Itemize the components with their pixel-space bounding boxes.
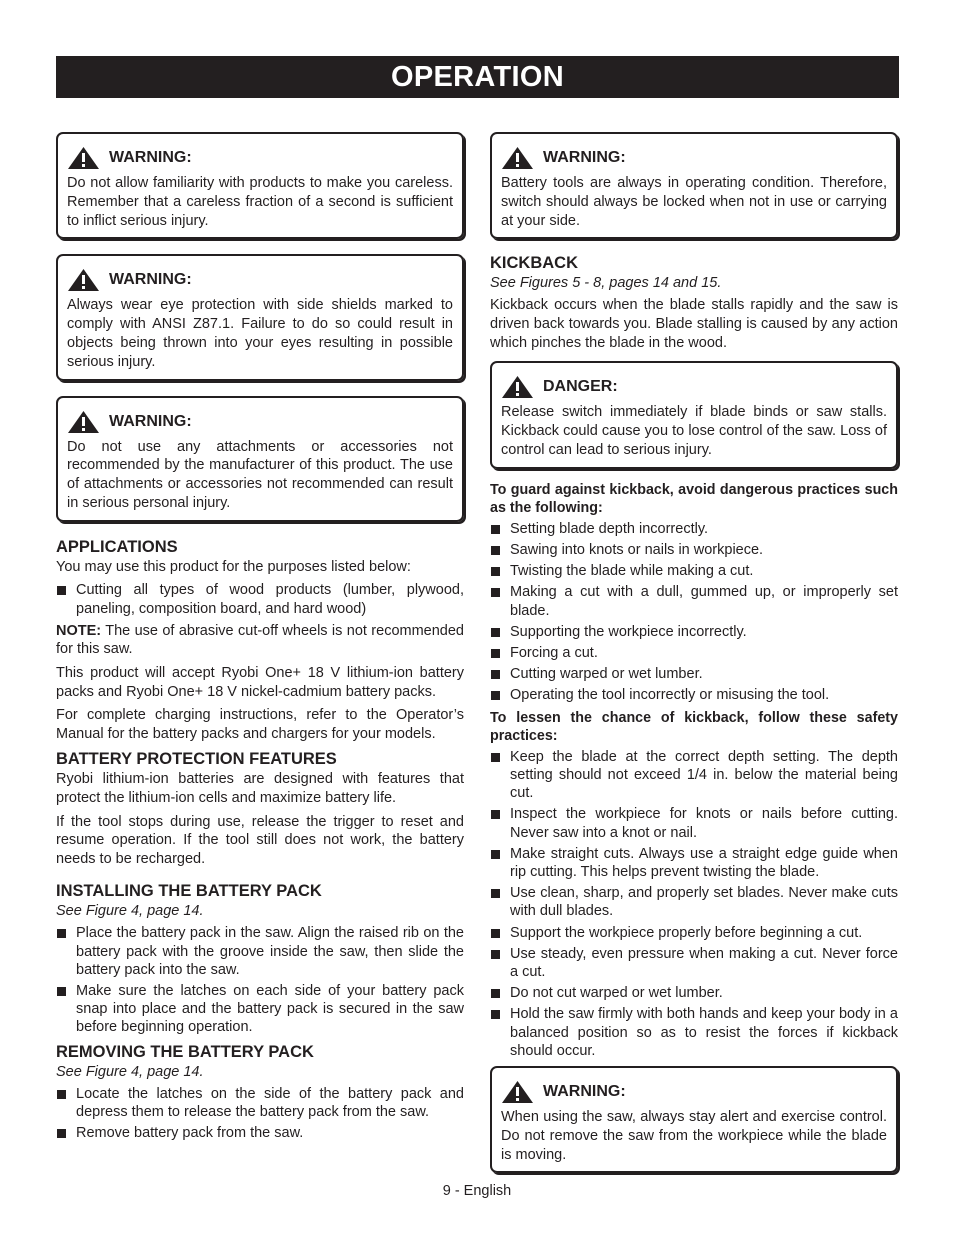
right-column <box>490 132 898 1188</box>
applications-note <box>56 622 464 659</box>
guard-list <box>490 520 898 705</box>
applications-battery-compat: This product will accept Ryobi One+ 18 V lithium-ion battery packs and Ryobi One+ 18 V nickel-cadmium battery packs. <box>56 664 464 700</box>
warning-text: Battery tools are always in operating condition. Therefore, switch should always be locked when not in use or carrying at your side. <box>501 175 887 229</box>
section-header-bar <box>56 56 899 98</box>
kickback-heading: KICKBACK <box>490 254 578 273</box>
danger-title: DANGER: <box>543 378 618 396</box>
removing-figure-ref: See Figure 4, page 14. <box>56 1063 204 1080</box>
danger-text: Release switch immediately if blade binds or saw stalls. Kickback could cause you to lose control of the saw. Loss of control can lead to serious injury. <box>501 404 887 458</box>
list-item: Making a cut with a dull, gummed up, or improperly set blade. <box>490 583 898 619</box>
list-item: Make straight cuts. Always use a straight edge guide when rip cutting. This helps prevent twisting the blade. <box>490 845 898 881</box>
list-item: Use steady, even pressure when making a cut. Never force a cut. <box>490 945 898 981</box>
installing-list <box>56 924 464 1036</box>
warning-triangle-icon <box>501 1080 534 1104</box>
warning-text: Do not use any attachments or accessories not recommended by the manufacturer of this product. The use of attachments or accessories not recommended can result in serious personal injury. <box>67 438 453 511</box>
danger-triangle-icon <box>501 375 534 399</box>
warning-triangle-icon <box>67 410 100 434</box>
battery-protection-p2: If the tool stops during use, release the trigger to reset and resume operation. If the tool still does not work, the battery needs to be recharged. <box>56 813 464 867</box>
danger-box-kickback <box>490 361 898 468</box>
list-item: Keep the blade at the correct depth setting. The depth setting should not exceed 1/4 in. below the material being cut. <box>490 748 898 803</box>
list-item: Supporting the workpiece incorrectly. <box>490 623 898 641</box>
list-item: Operating the tool incorrectly or misusing the tool. <box>490 686 898 704</box>
lessen-heading: To lessen the chance of kickback, follow these safety practices: <box>490 709 898 745</box>
installing-heading: INSTALLING THE BATTERY PACK <box>56 882 322 901</box>
list-item: Twisting the blade while making a cut. <box>490 562 898 580</box>
note-text: The use of abrasive cut-off wheels is not recommended for this saw. <box>56 622 464 658</box>
applications-heading: APPLICATIONS <box>56 537 178 556</box>
applications-charging: For complete charging instructions, refer to the Operator’s Manual for the battery packs and chargers for your models. <box>56 707 464 742</box>
battery-protection-heading: BATTERY PROTECTION FEATURES <box>56 750 337 769</box>
warning-title: WARNING: <box>109 412 192 430</box>
warning-box-eye-protection <box>56 254 464 380</box>
warning-triangle-icon <box>67 268 100 292</box>
list-item: Remove battery pack from the saw. <box>56 1124 464 1142</box>
list-item: Make sure the latches on each side of your battery pack snap into place and the battery pack is secured in the saw before beginning operation. <box>56 982 464 1037</box>
removing-heading: REMOVING THE BATTERY PACK <box>56 1042 314 1061</box>
kickback-text: Kickback occurs when the blade stalls rapidly and the saw is driven back towards you. Blade stalling is caused by any action which pinches the blade in the wood. <box>490 297 898 351</box>
page-number: 9 - English <box>442 1183 512 1199</box>
list-item: Support the workpiece properly before beginning a cut. <box>490 924 898 942</box>
warning-title: WARNING: <box>109 149 192 166</box>
warning-triangle-icon <box>67 146 100 170</box>
battery-protection-p1: Ryobi lithium-ion batteries are designed with features that protect the lithium-ion cells and maximize battery life. <box>56 771 464 806</box>
warning-text: Always wear eye protection with side shields marked to comply with ANSI Z87.1. Failure to do so could result in objects being thrown into your eyes resulting in possible serious injury. <box>67 297 453 370</box>
list-item: Hold the saw firmly with both hands and keep your body in a balanced position so as to resist the forces if kickback should occur. <box>490 1005 898 1060</box>
warning-box-attachments <box>56 396 464 522</box>
list-item: Place the battery pack in the saw. Align the raised rib on the battery pack with the groove inside the saw, then slide the battery pack into the saw. <box>56 924 464 979</box>
lessen-list <box>490 748 898 1060</box>
guard-heading: To guard against kickback, avoid dangerous practices such as the following: <box>490 481 898 517</box>
list-item: Use clean, sharp, and properly set blades. Never make cuts with dull blades. <box>490 884 898 920</box>
warning-title: WARNING: <box>543 149 626 166</box>
installing-figure-ref: See Figure 4, page 14. <box>56 903 204 920</box>
list-item: Inspect the workpiece for knots or nails before cutting. Never saw into a knot or nail. <box>490 805 898 841</box>
page-title: OPERATION <box>391 61 564 93</box>
warning-triangle-icon <box>501 146 534 170</box>
warning-text: Do not allow familiarity with products to make you careless. Remember that a careless fraction of a second is sufficient to inflict serious injury. <box>67 175 453 229</box>
list-item: Sawing into knots or nails in workpiece. <box>490 541 898 559</box>
list-item: Cutting warped or wet lumber. <box>490 665 898 683</box>
left-column <box>56 132 464 1146</box>
warning-text: When using the saw, always stay alert and exercise control. Do not remove the saw from the workpiece while the blade is moving. <box>501 1109 887 1163</box>
warning-title: WARNING: <box>543 1083 626 1101</box>
warning-title: WARNING: <box>109 271 192 289</box>
warning-box-battery-tools <box>490 132 898 239</box>
page-footer <box>0 1183 954 1199</box>
removing-list <box>56 1085 464 1143</box>
list-item: Forcing a cut. <box>490 644 898 662</box>
kickback-figure-ref: See Figures 5 - 8, pages 14 and 15. <box>490 275 722 292</box>
warning-box-familiarity <box>56 132 464 239</box>
note-label: NOTE: <box>56 622 102 639</box>
warning-box-stay-alert <box>490 1066 898 1173</box>
list-item: Locate the latches on the side of the battery pack and depress them to release the battery pack from the saw. <box>56 1085 464 1121</box>
list-item: Cutting all types of wood products (lumber, plywood, paneling, composition board, and hard wood) <box>56 581 464 617</box>
applications-list <box>56 581 464 617</box>
list-item: Setting blade depth incorrectly. <box>490 520 898 538</box>
list-item: Do not cut warped or wet lumber. <box>490 984 898 1002</box>
applications-intro: You may use this product for the purposes listed below: <box>56 558 411 575</box>
